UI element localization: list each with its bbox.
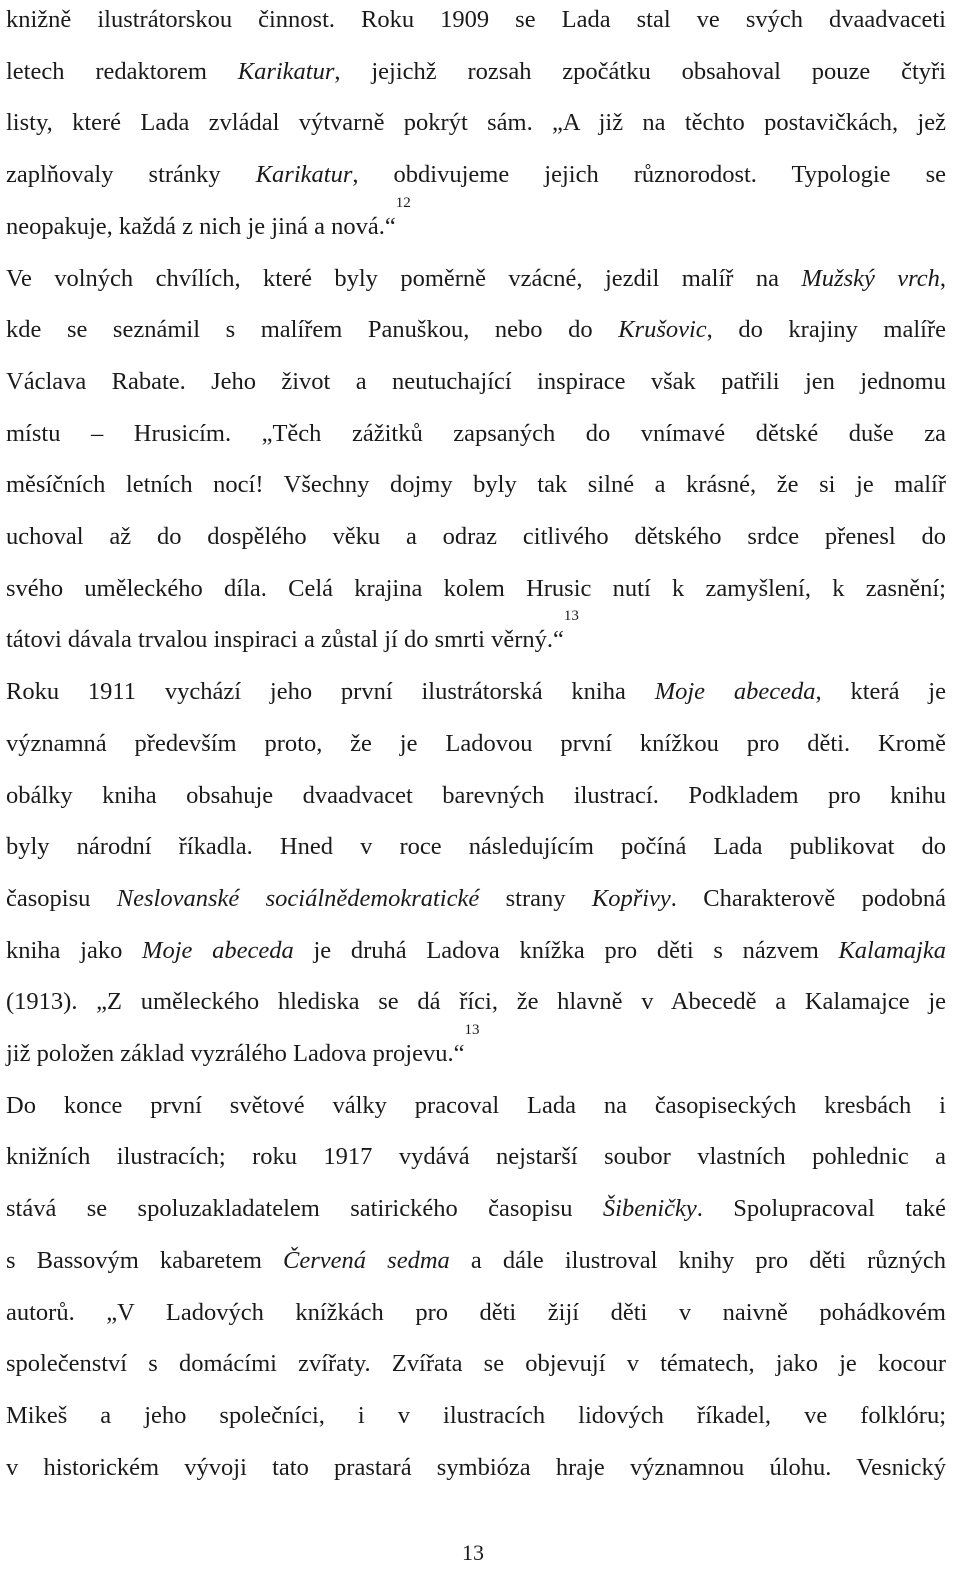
text-line [6, 1189, 946, 1229]
italic-title: Kopřivy [591, 884, 671, 912]
text-line [6, 1137, 946, 1177]
italic-title: Šibeničky [602, 1195, 697, 1223]
text-segment: kniha jako [6, 936, 143, 964]
italic-title: Červená sedma [283, 1246, 450, 1274]
text-segment: stává se spoluzakladatelem satirického časopisu [6, 1195, 603, 1223]
italic-title: Moje abeceda [142, 936, 294, 964]
text-segment: kde se seznámil s malířem Panuškou, nebo do [6, 316, 619, 344]
text-line [6, 103, 946, 143]
text-segment: Roku 1911 vychází jeho první ilustrátorská kniha [6, 678, 655, 706]
italic-title: Kalamajka [838, 936, 946, 964]
italic-title: Neslovanské sociálnědemokratické [116, 884, 480, 912]
text-segment: je druhá Ladova knížka pro děti s názvem [293, 936, 839, 964]
text-line [6, 1022, 946, 1074]
text-segment: . Spolupracoval také [696, 1195, 946, 1223]
text-line [6, 310, 946, 350]
text-line [6, 517, 946, 557]
text-segment: časopisu [6, 884, 117, 912]
text-segment: knižních ilustracích; roku 1917 vydává nejstarší soubor vlastních pohlednic a [6, 1143, 946, 1171]
text-segment: svého uměleckého díla. Celá krajina kolem Hrusic nutí k zamyšlení, k zasnění; [6, 574, 946, 602]
text-line [6, 1086, 946, 1126]
text-line [6, 608, 946, 660]
text-line [6, 414, 946, 454]
text-segment: a dále ilustroval knihy pro děti různých [449, 1246, 946, 1274]
italic-title: Karikatur [237, 57, 335, 85]
text-line [6, 569, 946, 609]
text-line [6, 931, 946, 971]
text-segment: místu – Hrusicím. „Těch zážitků zapsaných do vnímavé dětské duše za [6, 419, 946, 447]
text-segment: , jejichž rozsah zpočátku obsahoval pouze čtyři [334, 57, 946, 85]
text-line [6, 1293, 946, 1333]
text-line [6, 194, 946, 247]
text-line [6, 259, 946, 299]
text-segment: byly národní říkadla. Hned v roce následujícím počíná Lada publikovat do [6, 833, 946, 861]
italic-title: Mužský vrch [801, 264, 940, 292]
text-segment: s Bassovým kabaretem [6, 1246, 284, 1274]
text-line [6, 0, 946, 40]
text-line [6, 52, 946, 92]
text-line [6, 827, 946, 867]
text-segment: společenství s domácími zvířaty. Zvířata se objevují v tématech, jako je kocour [6, 1350, 946, 1378]
footnote-ref: 12 [395, 194, 411, 211]
text-segment: Václava Rabate. Jeho život a neutuchající inspirace však patřili jen jednomu [6, 367, 946, 395]
text-line [6, 362, 946, 402]
text-segment: tátovi dávala trvalou inspiraci a zůstal jí do smrti věrný.“ [6, 626, 564, 654]
text-segment: Ve volných chvílích, které byly poměrně vzácné, jezdil malíř na [6, 264, 802, 292]
text-segment: letech redaktorem [6, 57, 238, 85]
text-segment: strany [479, 884, 592, 912]
text-segment: významná především proto, že je Ladovou první knížkou pro děti. Kromě [6, 729, 946, 757]
text-segment: obálky kniha obsahuje dvaadvacet barevných ilustrací. Podkladem pro knihu [6, 781, 946, 809]
text-line [6, 1448, 946, 1488]
italic-title: Krušovic [618, 316, 707, 344]
italic-title: Karikatur [255, 161, 353, 189]
text-line [6, 155, 946, 195]
text-segment: zaplňovaly stránky [6, 161, 256, 189]
footnote-ref: 13 [464, 1022, 480, 1038]
text-segment: knižně ilustrátorskou činnost. Roku 1909 se Lada stal ve svých dvaadvaceti [6, 6, 946, 33]
text-segment: . Charakterově podobná [670, 884, 947, 912]
text-segment: Mikeš a jeho společníci, i v ilustracích lidových říkadel, ve folklóru; [6, 1401, 946, 1429]
text-segment: uchoval až do dospělého věku a odraz citlivého dětského srdce přenesl do [6, 523, 946, 550]
text-line [6, 982, 946, 1022]
text-segment: v historickém vývoji tato prastará symbióza hraje významnou úlohu. Vesnický [6, 1453, 946, 1481]
text-line [6, 879, 946, 919]
footnote-ref: 13 [563, 608, 579, 625]
text-segment: listy, které Lada zvládal výtvarně pokrýt sám. „A již na těchto postavičkách, jež [6, 109, 946, 137]
text-segment: , do krajiny malíře [706, 316, 946, 344]
text-line [6, 1396, 946, 1436]
text-segment: , která je [815, 678, 946, 706]
text-segment: , [939, 264, 946, 292]
text-line [6, 1344, 946, 1384]
text-segment: (1913). „Z uměleckého hlediska se dá říci, že hlavně v Abecedě a Kalamajce je [6, 988, 946, 1016]
italic-title: Moje abeceda [654, 678, 816, 706]
text-line [6, 1241, 946, 1281]
text-line [6, 672, 946, 712]
text-segment: měsíčních letních nocí! Všechny dojmy byly tak silné a krásné, že si je malíř [6, 471, 946, 499]
text-segment: autorů. „V Ladových knížkách pro děti žijí děti v naivně pohádkovém [6, 1298, 946, 1326]
text-segment: již položen základ vyzrálého Ladova projevu.“ [6, 1040, 465, 1067]
text-line [6, 776, 946, 816]
text-segment: Do konce první světové války pracoval Lada na časopiseckých kresbách i [6, 1091, 946, 1119]
page-number: 13 [462, 1540, 484, 1565]
text-segment: neopakuje, každá z nich je jiná a nová.“ [6, 212, 396, 240]
text-segment: , obdivujeme jejich různorodost. Typologie se [352, 161, 946, 189]
text-line [6, 724, 946, 764]
text-line [6, 465, 946, 505]
